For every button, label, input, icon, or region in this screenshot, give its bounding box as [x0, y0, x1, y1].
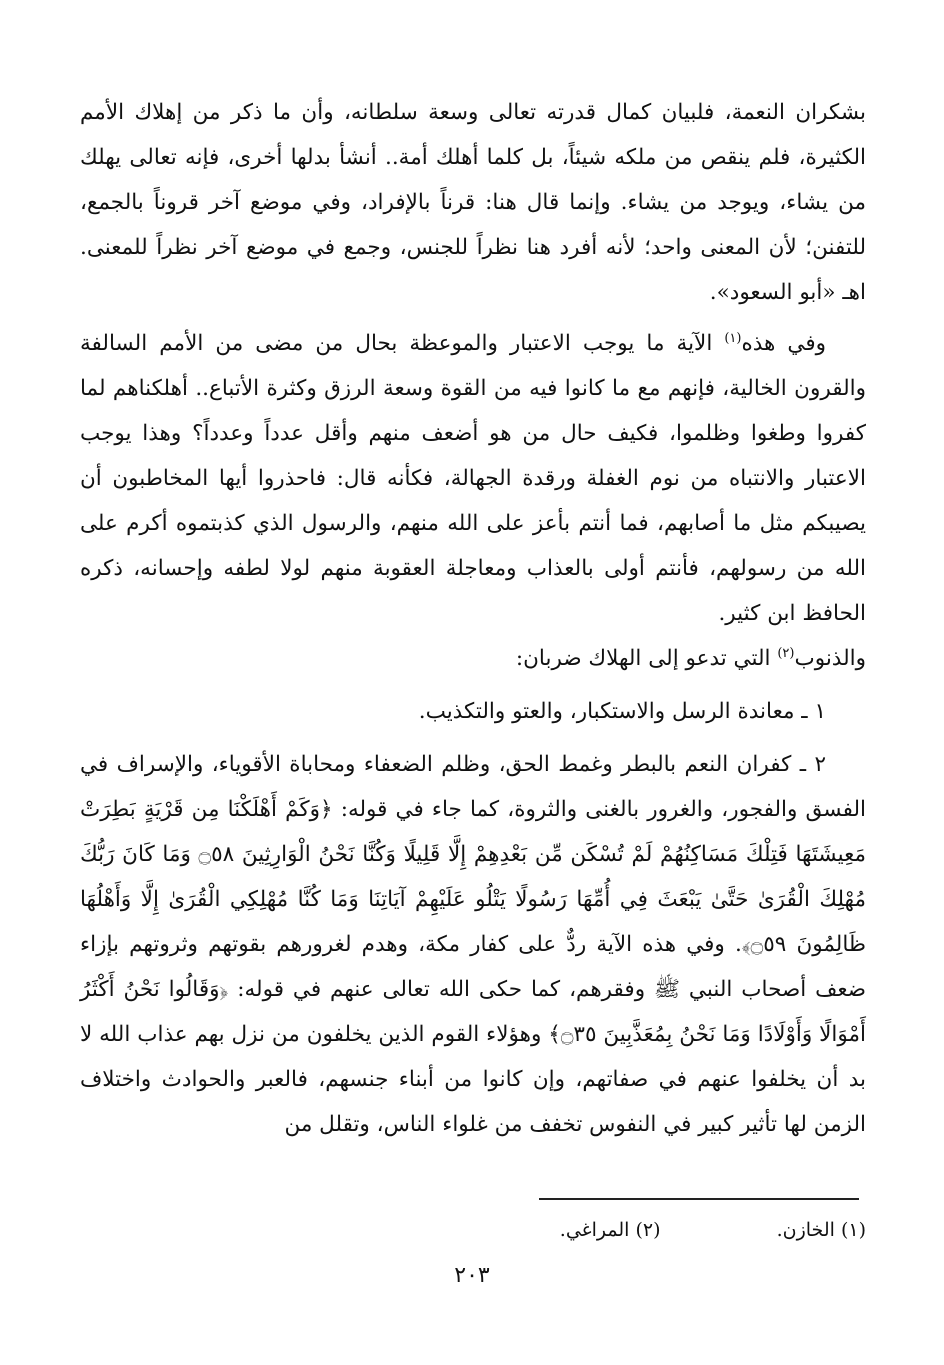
list-text-2: كفران النعم بالبطر وغمط الحق، وظلم الضعفاء ومحاباة الأقوياء، والإسراف في الفسق والفجور، والغرور بالغنى والثروة، كما جاء في قوله:	[80, 752, 866, 822]
paragraph-2-body: الآية ما يوجب الاعتبار والموعظة بحال من مضى من الأمم السالفة والقرون الخالية، فإنهم مع ما كانوا فيه من القوة وسعة الرزق وكثرة الأتباع.. أهلكناهم لما كفروا وطغوا وظلموا، فكيف حال من هو أضعف منهم وأقل عدداً وعدداً؟ وهذا يوجب الاعتبار والانتباه من نوم الغفلة ورقدة الجهالة، فكأنه قال: فاحذروا أيها المخاطبون أن يصيبكم مثل ما أصابهم، فما أنتم بأعز على الله منهم، والرسول الذي كذبتموه أكرم على الله من رسولهم، فأنتم أولى بالعذاب ومعاجلة العقوبة منهم لولا لطفه وإحسانه، ذكره الحافظ ابن كثير.	[80, 331, 866, 626]
list-number-2: ٢ ـ	[799, 752, 826, 777]
footnote-1-text: الخازن.	[776, 1219, 835, 1241]
main-text	[80, 90, 866, 1147]
paragraph-2-start: وفي هذه	[741, 331, 826, 356]
footnote-2-text: المراغي.	[559, 1219, 630, 1241]
paragraph-3-start: والذنوب	[794, 646, 866, 671]
paragraph-2	[80, 321, 866, 636]
footnote-2	[560, 1215, 661, 1245]
footnote-2-label: (٢)	[635, 1219, 661, 1241]
footnotes	[80, 1215, 866, 1245]
footnote-1	[777, 1215, 866, 1245]
list-text-2-mid: . وفي هذه الآية ردٌّ على كفار مكة، وهدم لغرورهم بقوتهم وثروتهم بإزاء ضعف أصحاب النبي ﷺ وفقرهم، كما حكى الله تعالى عنهم في قوله:	[80, 932, 866, 1002]
quran-verse-1: ﴿وَكَمْ أَهْلَكْنَا مِن قَرْيَةٍ بَطِرَتْ مَعِيشَتَهَا فَتِلْكَ مَسَاكِنُهُمْ لَمْ تُسْكَن مِّن بَعْدِهِمْ إِلَّا قَلِيلًا وَكُنَّا نَحْنُ الْوَارِثِينَ ۝٥٨ وَمَا كَانَ رَبُّكَ مُهْلِكَ الْقُرَىٰ حَتَّىٰ يَبْعَثَ فِي أُمِّهَا رَسُولًا يَتْلُو عَلَيْهِمْ آيَاتِنَا وَمَا كُنَّا مُهْلِكِي الْقُرَىٰ إِلَّا وَأَهْلُهَا ظَالِمُونَ ۝٥٩﴾	[80, 797, 866, 957]
paragraph-3-body: التي تدعو إلى الهلاك ضربان:	[515, 646, 778, 671]
paragraph-1	[80, 90, 866, 315]
list-text-1: معاندة الرسل والاستكبار، والعتو والتكذيب.	[418, 699, 802, 724]
page-number: ٢٠٣	[454, 1263, 490, 1288]
footnote-1-label: (١)	[840, 1219, 866, 1241]
footnote-divider	[539, 1198, 859, 1200]
footnote-ref-2: (٢)	[777, 645, 795, 661]
footnote-ref-1: (١)	[724, 330, 742, 346]
paragraph-1-text: بشكران النعمة، فلبيان كمال قدرته تعالى وسعة سلطانه، وأن ما ذكر من إهلاك الأمم الكثيرة، فلم ينقص من ملكه شيئاً، بل كلما أهلك أمة.. أنشأ بدلها أخرى، فإنه تعالى يهلك من يشاء، ويوجد من يشاء. وإنما قال هنا: قرناً بالإفراد، وفي موضع آخر قروناً بالجمع، للتفنن؛ لأن المعنى واحد؛ لأنه أفرد هنا نظراً للجنس، وجمع في موضع آخر نظراً للمعنى. اهـ «أبو السعود».	[80, 100, 866, 305]
paragraph-3	[80, 636, 866, 681]
list-number-1: ١ ـ	[801, 699, 826, 724]
list-text-2-end: وهؤلاء القوم الذين يخلفون من نزل بهم عذاب الله لا بد أن يخلفوا عنهم في صفاتهم، وإن كانوا من أبناء جنسهم، فالعبر والحوادث واختلاف الزمن لها تأثير كبير في النفوس تخفف من غلواء الناس، وتقلل من	[80, 1022, 866, 1137]
list-item-1	[80, 689, 866, 734]
list-item-2	[80, 742, 866, 1147]
quran-verse-2: ﴿وَقَالُوا نَحْنُ أَكْثَرُ أَمْوَالًا وَأَوْلَادًا وَمَا نَحْنُ بِمُعَذَّبِينَ ۝٣٥﴾	[80, 977, 866, 1047]
